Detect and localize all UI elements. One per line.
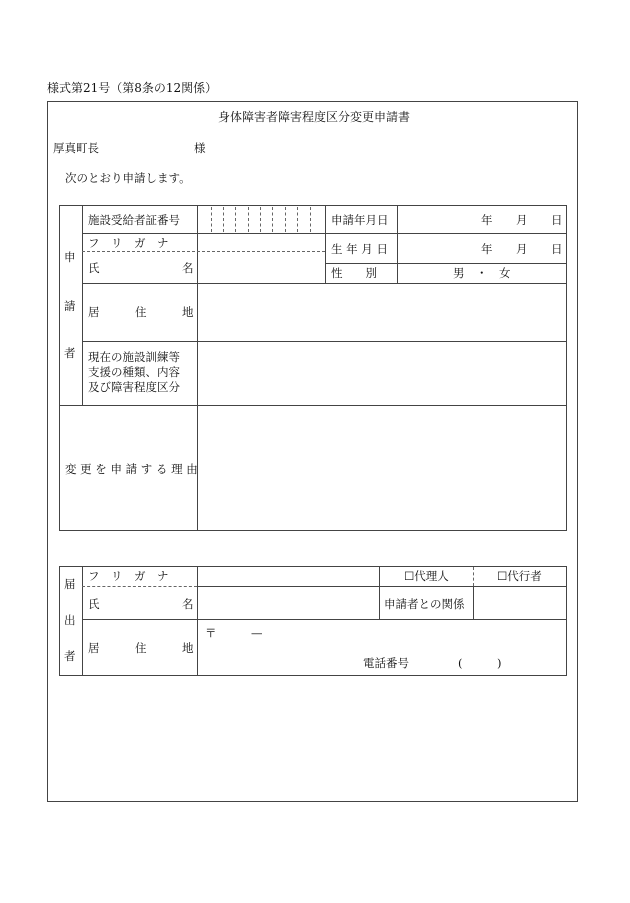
current-facility-line-2: 支援の種類、内容: [88, 365, 180, 379]
notifier-residence-3: 地: [182, 641, 194, 655]
applicant-side-label-1: 申: [64, 250, 76, 264]
applicant-residence-1: 居: [88, 305, 100, 319]
addressee-town-head: 厚真町長: [53, 141, 99, 155]
apply-date-label: 申請年月日: [331, 213, 389, 227]
cert-number-label: 施設受給者証番号: [88, 213, 180, 227]
current-facility-line-1: 現在の施設訓練等: [88, 350, 180, 364]
applicant-residence-2: 住: [135, 305, 147, 319]
birth-date-day: 日: [551, 242, 563, 256]
applicant-name-label-2: 名: [182, 261, 194, 275]
addressee-honorific: 様: [194, 141, 206, 155]
applicant-name-label-1: 氏: [88, 261, 100, 275]
notifier-side-label-2: 出: [64, 613, 76, 627]
form-number: 様式第21号（第8条の12関係）: [47, 81, 218, 95]
form-title: 身体障害者障害程度区分変更申請書: [218, 110, 411, 124]
birth-date-label: 生 年 月 日: [331, 242, 388, 256]
postal-mark: 〒: [205, 626, 217, 640]
apply-date-month: 月: [516, 213, 528, 227]
phone-parentheses: ( ): [458, 656, 502, 670]
birth-date-year: 年: [481, 242, 493, 256]
current-facility-line-3: 及び障害程度区分: [88, 380, 180, 394]
applicant-side-label-3: 者: [64, 346, 76, 360]
birth-date-month: 月: [516, 242, 528, 256]
notifier-name-label-1: 氏: [88, 597, 100, 611]
postal-dash: —: [251, 626, 263, 640]
relation-label: 申請者との関係: [384, 597, 465, 611]
phone-label: 電話番号: [363, 656, 409, 670]
sex-label: 性 別: [331, 266, 377, 280]
applicant-side-label-2: 請: [64, 299, 76, 313]
apply-date-year: 年: [481, 213, 493, 227]
notifier-side-label-1: 届: [64, 577, 76, 591]
sex-options: 男 ・ 女: [453, 266, 511, 280]
applicant-residence-3: 地: [182, 305, 194, 319]
notifier-name-label-2: 名: [182, 597, 194, 611]
notifier-residence-2: 住: [135, 641, 147, 655]
notifier-side-label-3: 者: [64, 649, 76, 663]
notifier-residence-1: 居: [88, 641, 100, 655]
applicant-furigana-label: フ リ ガ ナ: [88, 236, 169, 250]
notifier-furigana-label: フ リ ガ ナ: [88, 569, 169, 583]
apply-date-day: 日: [551, 213, 563, 227]
reason-label: 変 更 を 申 請 す る 理 由: [65, 462, 198, 476]
proxy-checkbox[interactable]: ☐代行者: [497, 569, 542, 583]
agent-checkbox[interactable]: ☐代理人: [404, 569, 449, 583]
intro-text: 次のとおり申請します。: [65, 171, 191, 185]
